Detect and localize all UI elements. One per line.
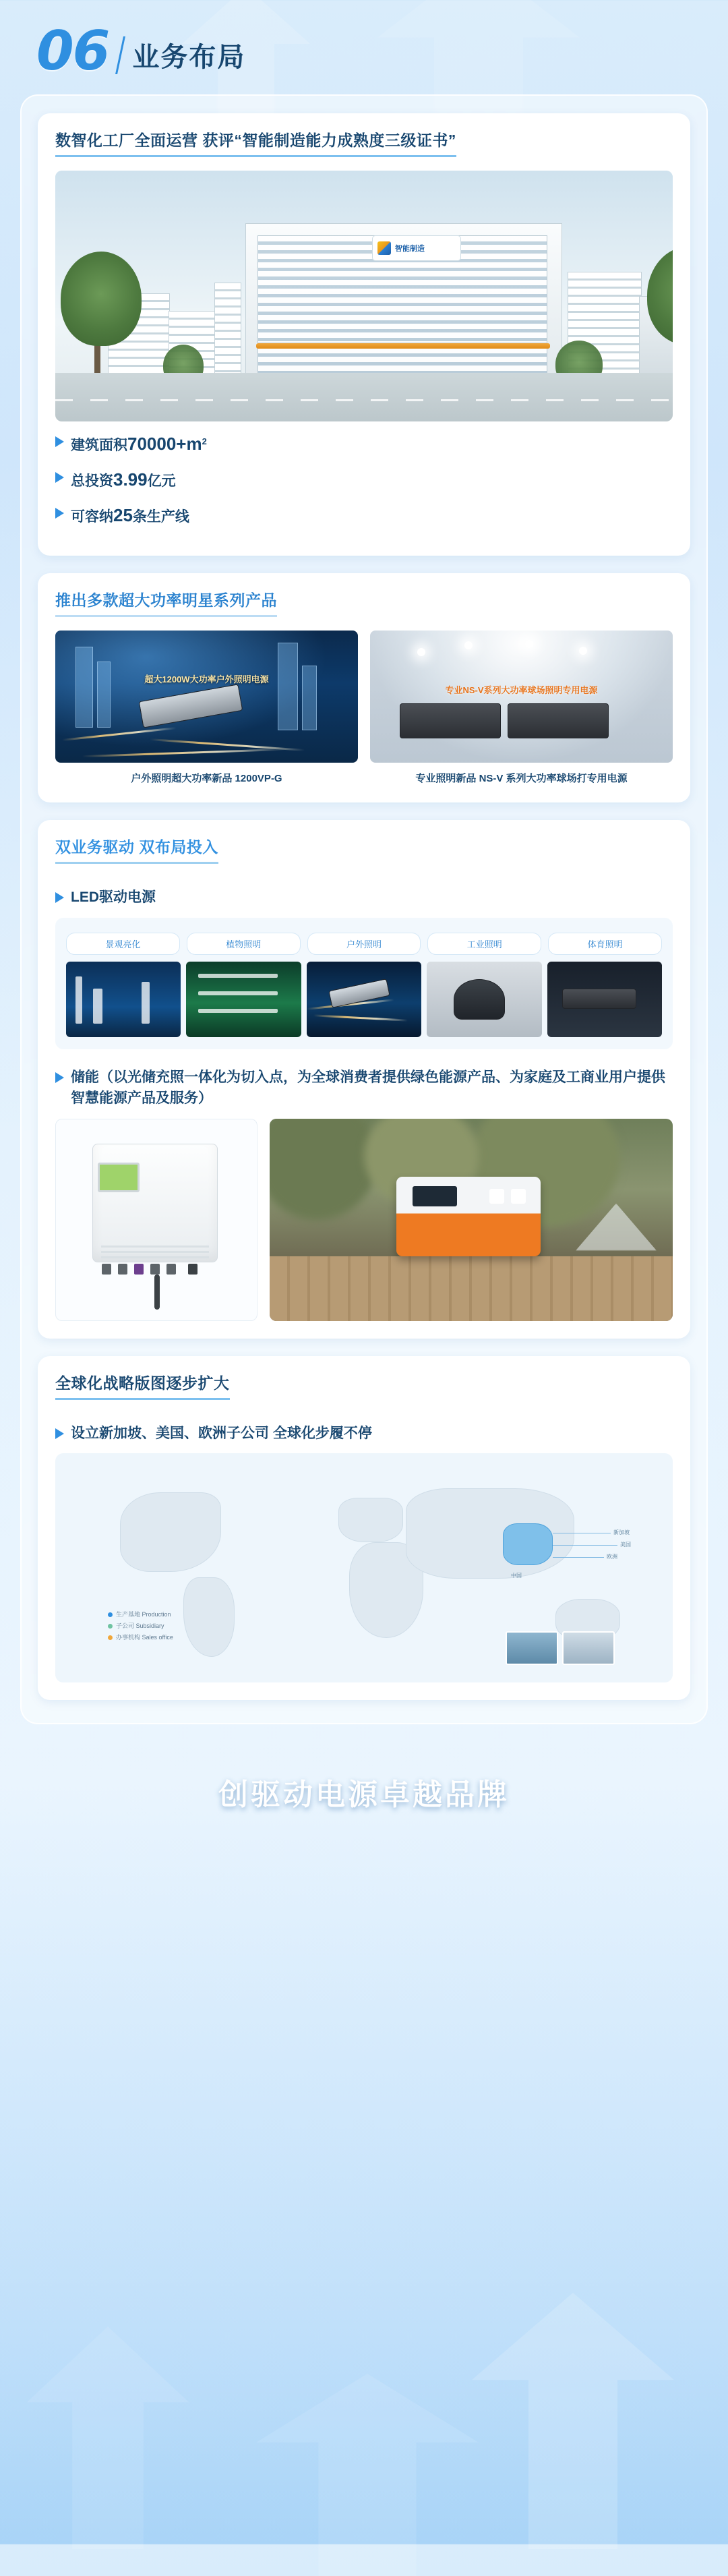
- factory-photo: [55, 171, 673, 421]
- card-title-smart-factory: 数智化工厂全面运营 获评“智能制造能力成熟度三级证书”: [55, 128, 456, 157]
- bullet-led-driver: [55, 887, 673, 908]
- bullet-investment: [55, 467, 673, 493]
- product-outdoor: [55, 631, 358, 785]
- product-overlay-text-1: 超大1200W大功率户外照明电源: [144, 674, 269, 684]
- led-applications-box: [55, 918, 673, 1049]
- header-divider: [115, 36, 125, 74]
- card-global-strategy: [38, 1356, 690, 1701]
- page-header: [0, 0, 728, 89]
- product-stadium-image: [370, 631, 673, 763]
- background-arrow-5: [256, 2374, 479, 2576]
- continent-north-america: [120, 1492, 221, 1572]
- page-footer: [0, 1724, 728, 1859]
- bullet-1-pre: 总投资: [71, 473, 113, 489]
- company-logo-icon: [377, 241, 391, 255]
- background-arrow-4: [472, 2293, 674, 2549]
- map-pin-label-0: 新加坡: [613, 1529, 630, 1535]
- product-outdoor-image: [55, 631, 358, 763]
- bullet-led-driver-label: LED驱动电源: [71, 889, 156, 905]
- map-thumbnail-1: [506, 1631, 558, 1665]
- app-image-sports: [547, 962, 662, 1037]
- app-image-outdoor: [307, 962, 421, 1037]
- china-highlight: [503, 1523, 553, 1565]
- product-caption-2: 专业照明新品 NS-V 系列大功率球场打专用电源: [415, 773, 628, 784]
- map-pin-label-1: 美国: [620, 1542, 631, 1548]
- triangle-bullet-icon: [55, 892, 64, 903]
- card-smart-factory: [38, 113, 690, 556]
- product-overlay-text-2: 专业NS-V系列大功率球场照明专用电源: [445, 685, 598, 695]
- pill-sports[interactable]: 体育照明: [548, 933, 662, 955]
- card-star-products: [38, 573, 690, 802]
- legend-label-subsidiary: 子公司 Subsidiary: [116, 1622, 164, 1629]
- bullet-1-post: 亿元: [147, 473, 176, 489]
- bullet-2-pre: 可容纳: [71, 509, 113, 525]
- map-pin-label-3: 中国: [511, 1573, 522, 1579]
- pill-outdoor[interactable]: 户外照明: [307, 933, 421, 955]
- product-stadium: [370, 631, 673, 785]
- factory-logo-badge: [372, 235, 461, 261]
- pill-landscape[interactable]: 景观亮化: [66, 933, 180, 955]
- section-number: 06: [36, 20, 109, 82]
- inverter-image: [55, 1119, 257, 1321]
- bullet-energy-storage: [55, 1067, 673, 1109]
- map-legend: [108, 1609, 173, 1643]
- background-arrow-3: [27, 2326, 189, 2549]
- card-title-dual-business: 双业务驱动 双布局投入: [55, 835, 218, 864]
- app-image-plant: [186, 962, 301, 1037]
- footer-slogan: 创驱动电源卓越品牌: [218, 1778, 510, 1811]
- card-title-star-products: 推出多款超大功率明星系列产品: [55, 588, 277, 617]
- legend-dot-subsidiary-icon: [108, 1624, 113, 1629]
- legend-item-subsidiary: [108, 1620, 173, 1632]
- bullet-2-post: 条生产线: [132, 509, 189, 525]
- bullet-production-lines: [55, 502, 673, 529]
- card-dual-business: [38, 820, 690, 1339]
- app-image-industrial: [427, 962, 541, 1037]
- page-title: 业务布局: [132, 42, 246, 72]
- legend-item-sales-office: [108, 1632, 173, 1643]
- triangle-bullet-icon: [55, 1428, 64, 1439]
- portable-power-station-image: [270, 1119, 673, 1321]
- world-map: [55, 1453, 673, 1682]
- bullet-building-area: [55, 431, 673, 457]
- continent-europe: [338, 1498, 403, 1542]
- triangle-bullet-icon: [55, 1072, 64, 1083]
- bullet-0-strong: 70000+: [127, 434, 187, 454]
- application-pill-row: [66, 933, 662, 955]
- triangle-bullet-icon: [55, 508, 64, 519]
- product-caption-1: 户外照明超大功率新品 1200VP-G: [131, 773, 282, 784]
- legend-label-sales-office: 办事机构 Sales office: [116, 1633, 173, 1641]
- bullet-0-unit: m: [186, 434, 202, 454]
- app-image-landscape: [66, 962, 181, 1037]
- application-image-strip: [66, 962, 662, 1037]
- content-panel: [20, 94, 708, 1724]
- card-title-global-strategy: 全球化战略版图逐步扩大: [55, 1371, 230, 1400]
- map-thumbnail-2: [562, 1631, 615, 1665]
- map-thumbnails: [506, 1631, 615, 1665]
- bullet-1-strong: 3.99: [113, 469, 148, 490]
- legend-dot-sales-office-icon: [108, 1635, 113, 1640]
- legend-label-production: 生产基地 Production: [116, 1610, 171, 1618]
- legend-dot-production-icon: [108, 1612, 113, 1617]
- triangle-bullet-icon: [55, 472, 64, 483]
- bullet-global-subsidiaries-label: 设立新加坡、美国、欧洲子公司 全球化步履不停: [71, 1425, 372, 1441]
- bullet-global-subsidiaries: [55, 1423, 673, 1444]
- map-pin-label-2: 欧洲: [607, 1554, 617, 1560]
- storage-image-row: [55, 1119, 673, 1321]
- continent-south-america: [183, 1577, 235, 1657]
- triangle-bullet-icon: [55, 436, 64, 447]
- product-row: [55, 631, 673, 785]
- pill-plant[interactable]: 植物照明: [187, 933, 301, 955]
- factory-badge-text: 智能制造: [395, 245, 425, 253]
- bullet-0-pre: 建筑面积: [71, 438, 127, 453]
- bullet-0-sup: 2: [202, 436, 207, 446]
- pill-industrial[interactable]: 工业照明: [427, 933, 541, 955]
- bullet-2-strong: 25: [113, 505, 133, 525]
- legend-item-production: [108, 1609, 173, 1620]
- bullet-energy-storage-label: 储能（以光储充照一体化为切入点，为全球消费者提供绿色能源产品、为家庭及工商业用户提供智慧能源产品及服务）: [71, 1069, 665, 1106]
